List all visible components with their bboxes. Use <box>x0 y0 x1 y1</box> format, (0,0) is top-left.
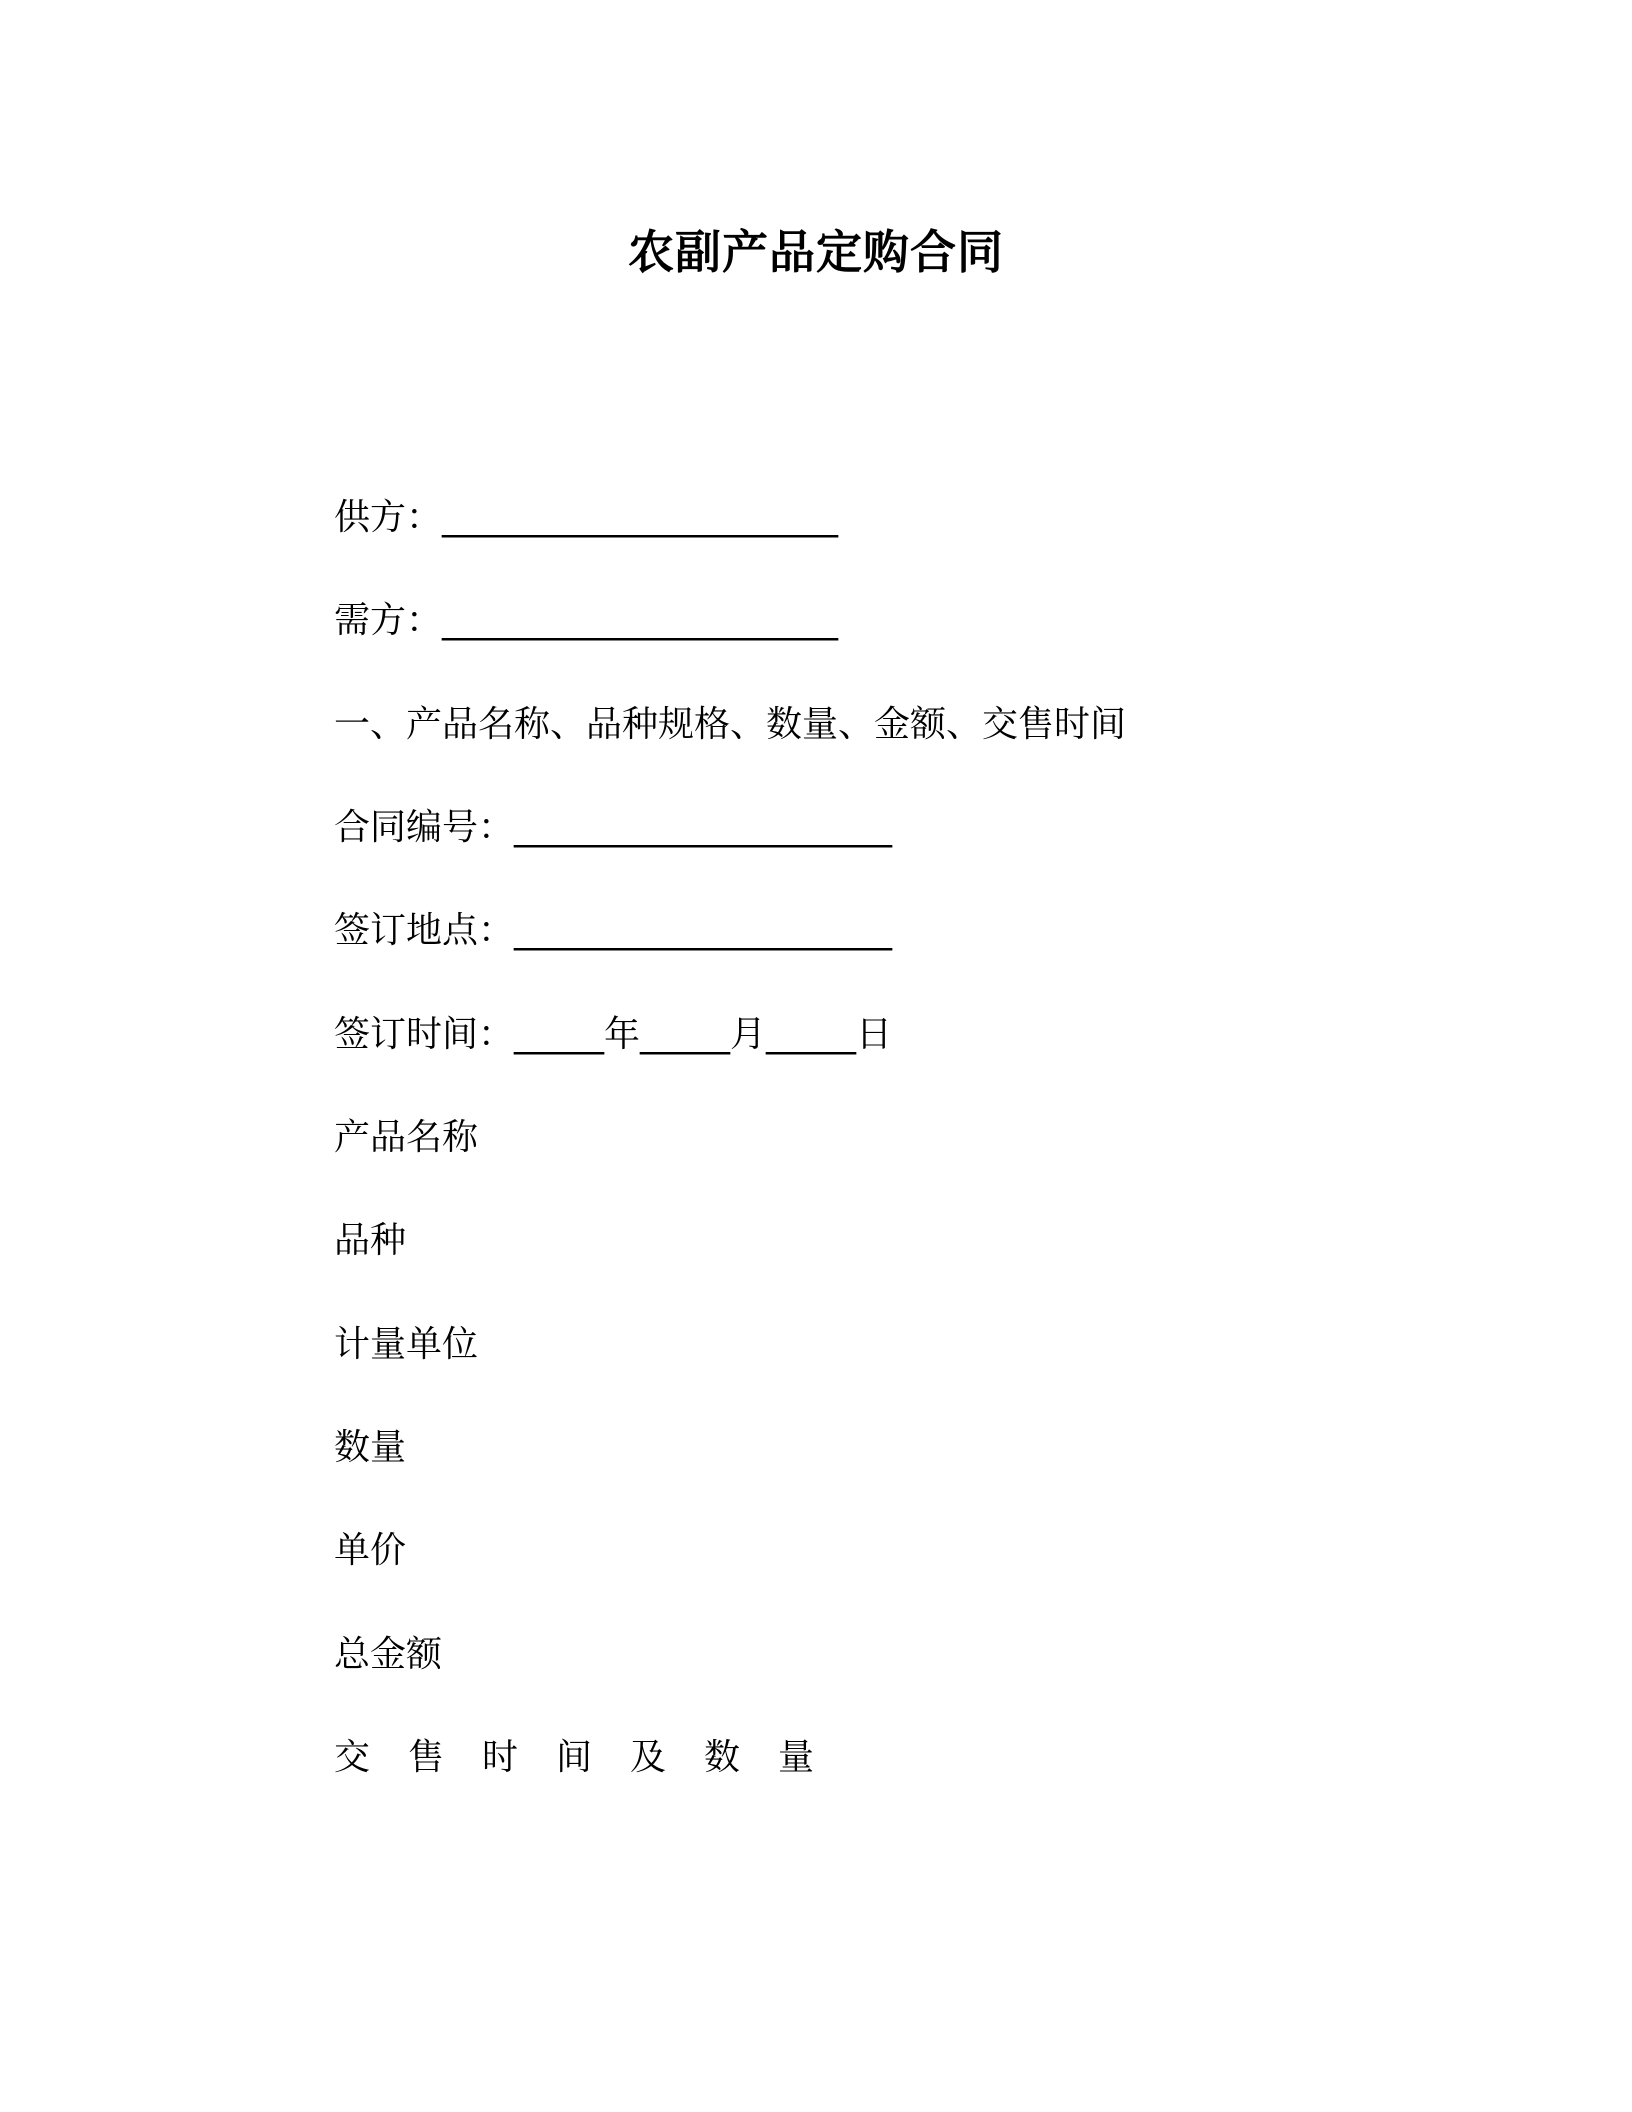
field-variety: 品种 <box>334 1220 407 1261</box>
signing-year-unit: 年 <box>604 1014 641 1055</box>
signing-day-blank: _____ <box>766 1014 857 1055</box>
supplier-blank: ______________________ <box>442 497 839 538</box>
document-title: 农副产品定购合同 <box>628 225 1004 279</box>
signing-time-label: 签订时间： <box>334 1014 515 1055</box>
signing-place-blank: _____________________ <box>514 910 893 951</box>
buyer-label: 需方： <box>334 600 443 641</box>
section1-heading: 一、产品名称、品种规格、数量、金额、交售时间 <box>334 704 1127 745</box>
field-unit: 计量单位 <box>334 1324 479 1365</box>
field-quantity: 数量 <box>334 1427 407 1468</box>
signing-year-blank: _____ <box>514 1014 605 1055</box>
signing-time-line <box>334 1010 892 1060</box>
signing-place-label: 签订地点： <box>334 910 515 951</box>
buyer-blank: ______________________ <box>442 600 839 641</box>
supplier-label: 供方： <box>334 497 443 538</box>
signing-place-line <box>334 906 892 956</box>
signing-month-unit: 月 <box>730 1014 767 1055</box>
signing-month-blank: _____ <box>640 1014 731 1055</box>
field-total-amount: 总金额 <box>334 1634 443 1675</box>
buyer-line <box>334 596 838 646</box>
contract-number-line <box>334 803 892 853</box>
field-product-name: 产品名称 <box>334 1117 479 1158</box>
field-delivery-time-quantity: 交售时间及数量 <box>334 1737 853 1778</box>
contract-number-label: 合同编号： <box>334 807 515 848</box>
contract-number-blank: _____________________ <box>514 807 893 848</box>
supplier-line <box>334 493 838 543</box>
field-unit-price: 单价 <box>334 1530 407 1571</box>
signing-day-unit: 日 <box>856 1014 893 1055</box>
